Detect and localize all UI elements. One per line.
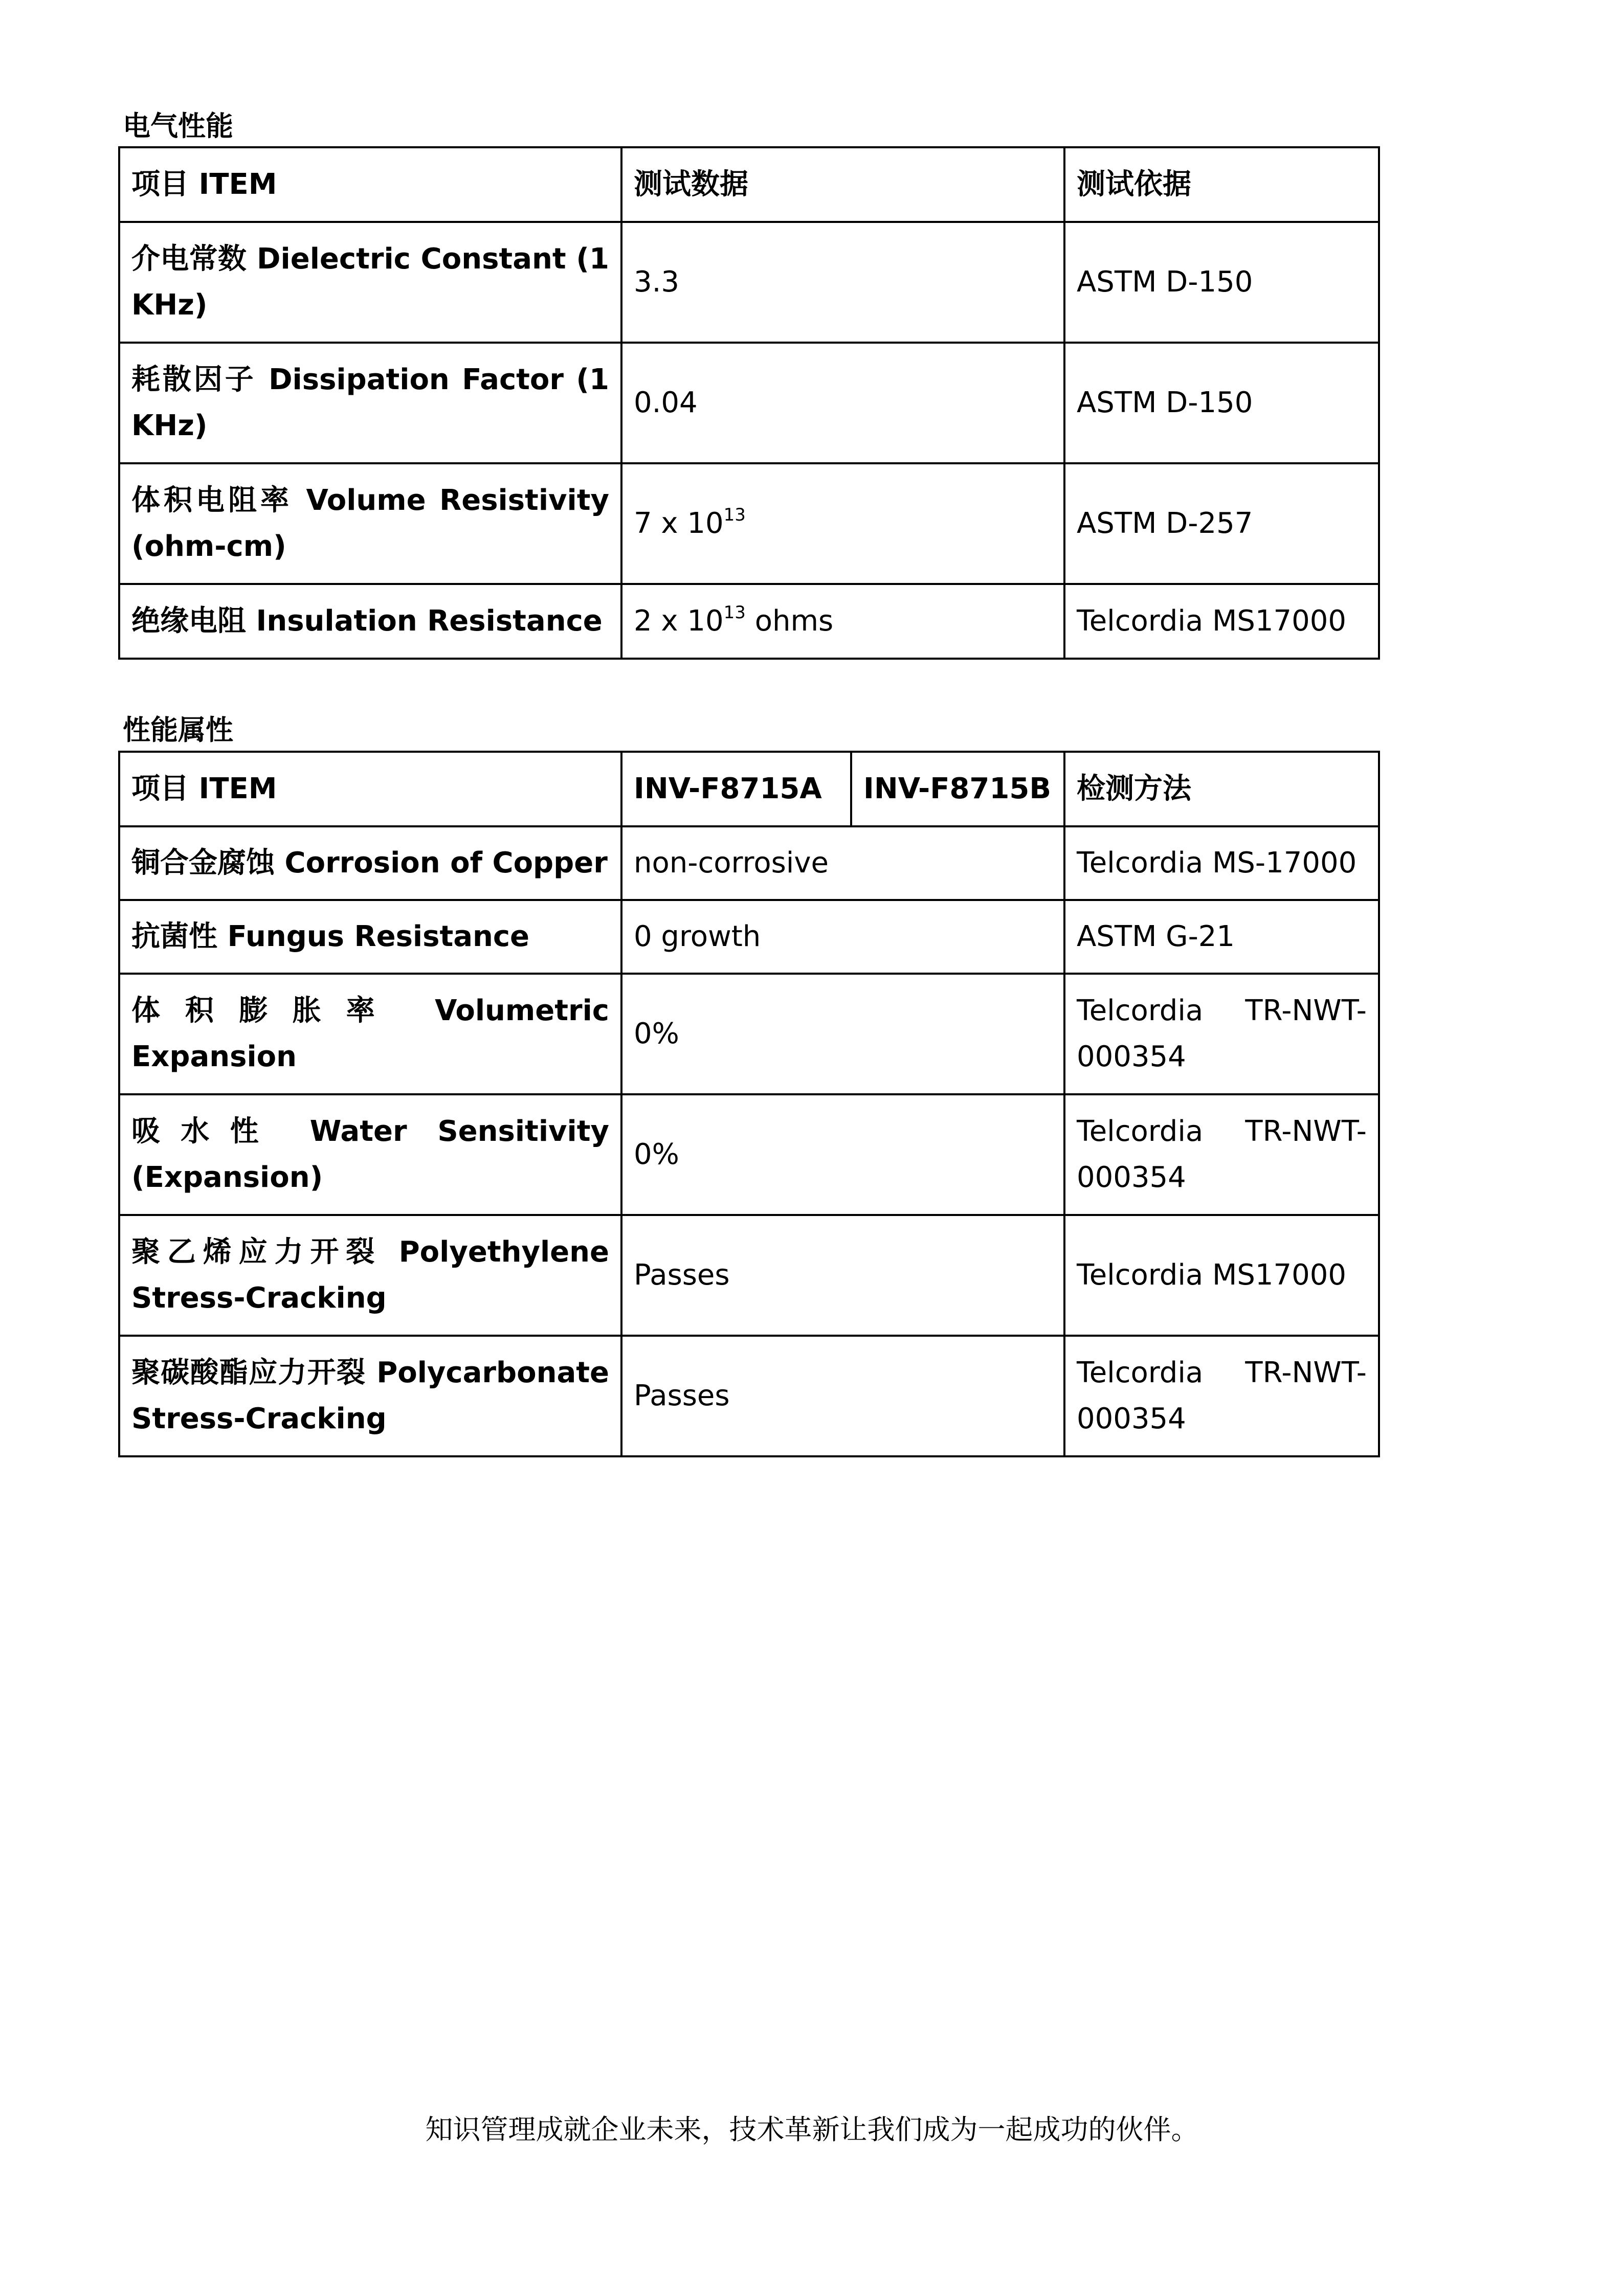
header-test-data: 测试数据 (621, 147, 1064, 222)
value-cell: non-corrosive (621, 826, 1064, 900)
item-cell: 体积电阻率 Volume Resistivity (ohm-cm) (119, 463, 621, 584)
value-cell: 0 growth (621, 900, 1064, 974)
method-cell: Telcordia TR-NWT-000354 (1064, 1336, 1379, 1456)
table-row (119, 900, 1379, 974)
item-cell: 体积膨胀率 Volumetric Expansion (119, 974, 621, 1094)
method-cell: ASTM D-150 (1064, 222, 1379, 343)
electrical-table (118, 146, 1380, 660)
header-test-method: 检测方法 (1064, 752, 1379, 826)
value-base: 7 x 10 (634, 507, 724, 540)
table-row (119, 1336, 1379, 1456)
table-header-row (119, 752, 1379, 826)
header-item: 项目 ITEM (119, 147, 621, 222)
header-inv-f8715b: INV-F8715B (851, 752, 1064, 826)
table-row (119, 826, 1379, 900)
value-cell (621, 463, 1064, 584)
value-exponent: 13 (723, 602, 746, 623)
value-cell: 0% (621, 1094, 1064, 1215)
electrical-section-heading: 电气性能 (123, 110, 233, 142)
table-row (119, 584, 1379, 659)
method-cell: ASTM G-21 (1064, 900, 1379, 974)
item-cell: 抗菌性 Fungus Resistance (119, 900, 621, 974)
item-cell: 吸水性 Water Sensitivity (Expansion) (119, 1094, 621, 1215)
table-row (119, 1094, 1379, 1215)
item-cell: 聚碳酸酯应力开裂 Polycarbonate Stress-Cracking (119, 1336, 621, 1456)
performance-table (118, 751, 1380, 1457)
method-cell: Telcordia MS17000 (1064, 1215, 1379, 1336)
item-cell: 聚乙烯应力开裂 Polyethylene Stress-Cracking (119, 1215, 621, 1336)
method-cell: Telcordia TR-NWT-000354 (1064, 1094, 1379, 1215)
value-base: 2 x 10 (634, 604, 724, 638)
header-test-basis: 测试依据 (1064, 147, 1379, 222)
method-cell: Telcordia MS-17000 (1064, 826, 1379, 900)
performance-section-heading: 性能属性 (123, 714, 233, 746)
method-cell: Telcordia TR-NWT-000354 (1064, 974, 1379, 1094)
table-row (119, 1215, 1379, 1336)
page-footer: 知识管理成就企业未来，技术革新让我们成为一起成功的伙伴。 (425, 2113, 1199, 2146)
value-cell: Passes (621, 1215, 1064, 1336)
header-inv-f8715a: INV-F8715A (621, 752, 851, 826)
item-cell: 介电常数 Dielectric Constant (1 KHz) (119, 222, 621, 343)
table-header-row (119, 147, 1379, 222)
value-suffix: ohms (745, 604, 834, 638)
table-row (119, 222, 1379, 343)
value-cell: 3.3 (621, 222, 1064, 343)
value-cell: 0.04 (621, 343, 1064, 463)
table-row (119, 974, 1379, 1094)
header-item: 项目 ITEM (119, 752, 621, 826)
value-exponent: 13 (723, 505, 746, 525)
table-row (119, 343, 1379, 463)
method-cell: ASTM D-257 (1064, 463, 1379, 584)
value-cell (621, 584, 1064, 659)
table-row (119, 463, 1379, 584)
value-cell: 0% (621, 974, 1064, 1094)
item-cell: 铜合金腐蚀 Corrosion of Copper (119, 826, 621, 900)
method-cell: ASTM D-150 (1064, 343, 1379, 463)
method-cell: Telcordia MS17000 (1064, 584, 1379, 659)
value-cell: Passes (621, 1336, 1064, 1456)
item-cell: 绝缘电阻 Insulation Resistance (119, 584, 621, 659)
item-cell: 耗散因子 Dissipation Factor (1 KHz) (119, 343, 621, 463)
